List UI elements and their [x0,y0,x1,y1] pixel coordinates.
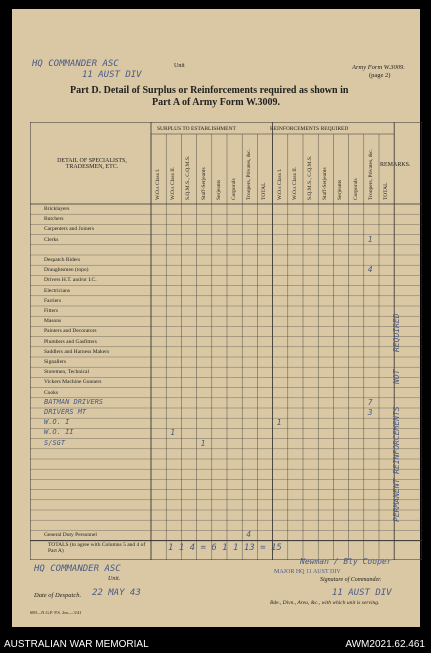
handwritten-mark: 1 [170,428,176,438]
table-row-label: Despatch Riders [44,257,81,263]
table-row-label: Butchers [44,216,64,223]
column-header: Serjeants [337,179,344,200]
table-row-label: Clerks [44,236,59,243]
title-line-1: Part D. Detail of Surplus or Reinforcements required as shown in [70,85,349,96]
handwritten-mark: 1 [367,234,373,244]
column-header: W.O.s Class I. [276,168,283,200]
column-header: TOTAL [383,182,389,200]
unit-label: Unit [174,63,185,69]
surplus-header: SURPLUS TO ESTABLISHMENT [157,126,236,132]
column-header: Corporals [352,178,359,200]
unit-handwritten: HQ COMMANDER ASC [32,59,119,69]
table-row-label: Masons [44,318,62,325]
column-header: Troopers, Privates, &c. [367,149,374,200]
bottom-unit-handwritten: HQ COMMANDER ASC [34,564,121,574]
column-header: S.Q.M.S., C.Q.M.S. [185,155,192,200]
handwritten-mark: 4 [246,530,252,540]
footer-institution: AUSTRALIAN WAR MEMORIAL [4,639,149,650]
column-header: Staff-Serjeants [322,167,329,200]
detail-header: DETAIL OF SPECIALISTS, TRADESMEN, ETC. [57,158,127,170]
form-ref: Army Form W.3009. [352,64,405,71]
table-row-label: BATMAN DRIVERS [44,397,104,406]
remark-required: REQUIRED [392,313,401,352]
form-sheet [12,9,420,627]
handwritten-mark: 1 [200,438,206,448]
remarks-header: REMARKS. [380,162,411,168]
commander-signature: Newman / Bly Cooper [300,557,392,566]
table-row-label: Plumbers and Gasfitters [44,338,97,345]
table-row-label: Bricklayers [44,206,70,212]
details-table [30,122,422,560]
reinforcements-header: REINFORCEMENTS REQUIRED [270,126,349,132]
table-row-label: Drivers H.T. and/or I.C. [44,277,97,284]
table-row-label: W.O. I [44,418,70,427]
column-header: Staff-Serjeants [200,167,207,200]
print-reference: 689—N.G.P. P.S. 2m.—3/41 [30,610,82,615]
despatch-date: 22 MAY 43 [92,588,141,598]
column-header: W.O.s Class II. [291,166,298,200]
table-row-label: Storemen, Technical [44,369,90,376]
table-row-label: Painters and Decorators [44,328,97,335]
archive-footer [0,636,431,653]
handwritten-mark: 3 [367,408,373,417]
remark-not: NOT [392,369,401,384]
table-row-label: DRIVERS MT [44,408,87,416]
column-header: Corporals [231,178,237,200]
form-ref-page: (page 2) [369,72,391,79]
table-row-label: Saddlers and Harness Makers [44,348,110,355]
table-row-label: Vickers Machine Gunners [44,379,102,386]
totals-values: 1 1 4 = 6 1 1 13 = 15 [168,543,282,553]
table-row-label: Signallers [44,359,66,365]
table-row-label: Electricians [44,287,70,294]
commander-label: Signature of Commander. [320,577,382,583]
division-handwritten: 11 AUST DIV [332,588,392,598]
column-header: W.O.s Class I. [155,168,161,200]
totals-label: TOTALS (to agree with Columns 5 and 4 of Part A) [48,542,146,554]
title-line-2: Part A of Army Form W.3009. [152,97,281,108]
handwritten-mark: 4 [367,265,373,275]
footer-accession: AWM2021.62.461 [345,639,425,650]
remark-permanent: PERMANENT REINFORCEMENTS [392,406,401,522]
commander-stamp: MAJOR HQ 11 AUST DIV [274,569,341,575]
table-row-label: Draughtsmen (topo) [44,267,89,274]
bottom-unit-label: Unit. [108,576,121,582]
column-header: TOTAL [261,182,268,200]
despatch-label: Date of Despatch. [34,592,82,599]
column-header: Troopers, Privates, &c. [246,149,253,200]
table-row-label: Fitters [44,308,59,314]
table-row-label: General Duty Personnel [44,532,97,539]
table-row-label: W.O. II [44,428,74,437]
table-row-label: Carpenters and Joiners [44,226,95,233]
unit-handwritten-div: 11 AUST DIV [82,70,142,80]
column-header: S.Q.M.S., C.Q.M.S. [307,155,313,200]
column-header: W.O.s Class II. [170,166,177,200]
table-row-label: Cooks [44,389,59,396]
handwritten-mark: 1 [276,418,282,428]
column-header: Serjeants [215,179,222,200]
division-label: Bde., Divn., Area, &c., with which unit is serving. [270,600,380,606]
table-row-label: S/SGT [44,438,66,447]
table-row-label: Farriers [44,297,62,304]
handwritten-mark: 7 [367,397,373,407]
